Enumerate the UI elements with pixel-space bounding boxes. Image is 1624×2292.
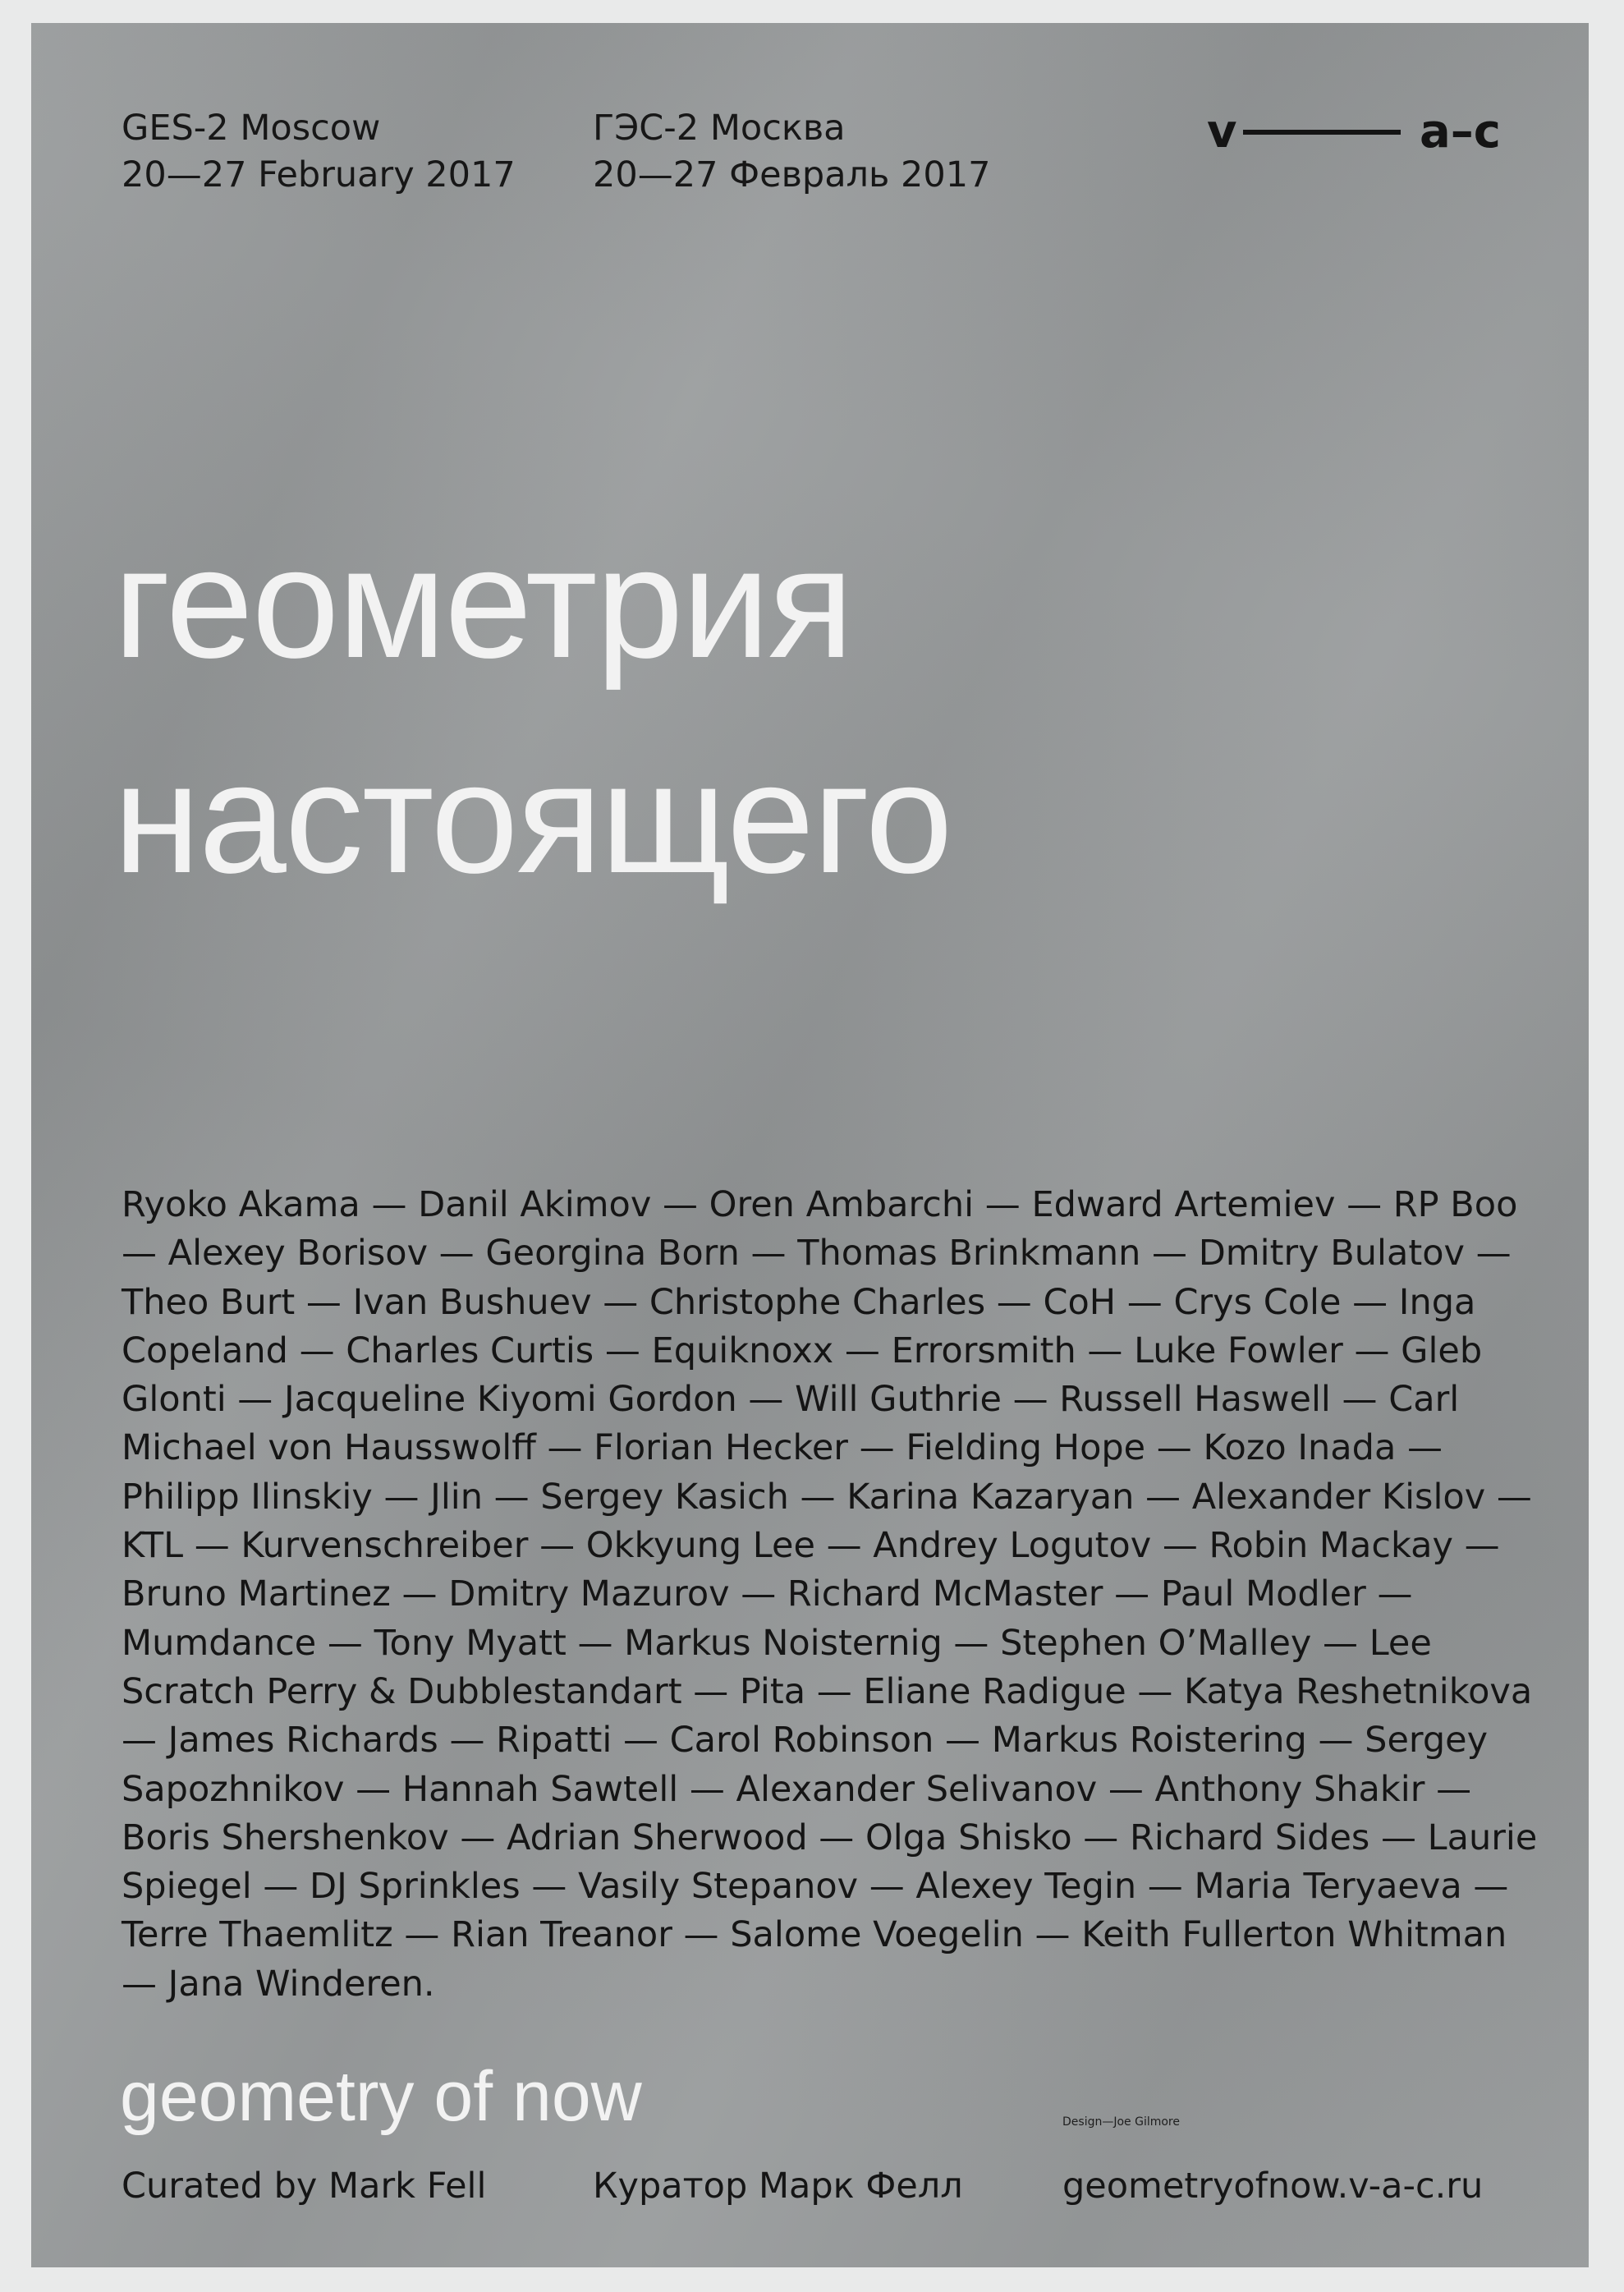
vac-logo: [1207, 108, 1501, 160]
design-credit: Design—Joe Gilmore: [1062, 2115, 1180, 2129]
title-english: geometry of now: [120, 2057, 642, 2136]
curator-ru: Куратор Марк Фелл: [593, 2166, 963, 2207]
logo-letter-v: v: [1207, 108, 1237, 158]
poster: [31, 23, 1589, 2267]
dates-ru: 20—27 Февраль 2017: [593, 154, 991, 195]
venue-en: GES-2 Moscow: [122, 108, 381, 149]
title-russian: [113, 495, 952, 926]
header-russian: [593, 105, 991, 199]
venue-ru: ГЭС-2 Москва: [593, 108, 846, 149]
title-line-2: настоящего: [113, 729, 952, 906]
artist-list: Ryoko Akama — Danil Akimov — Oren Ambarchi — Edward Artemiev — RP Boo — Alexey Borisov — Georgina Born — Thomas Brinkmann — Dmitry Bulatov — Theo Burt — Ivan Bushuev — Christophe Charles — CoH — Crys Cole — Inga Copeland — Charles Curtis — Equiknoxx — Errorsmith — Luke Fowler — Gleb Glonti — Jacqueline Kiyomi Gordon — Will Guthrie — Russell Haswell — Carl Michael von Hausswolff — Florian Hecker — Fielding Hope — Kozo Inada — Philipp Ilinskiy — Jlin — Sergey Kasich — Karina Kazaryan — Alexander Kislov — KTL — Kurvenschreiber — Okkyung Lee — Andrey Logutov — Robin Mackay — Bruno Martinez — Dmitry Mazurov — Richard McMaster — Paul Modler — Mumdance — Tony Myatt — Markus Noisternig — Stephen O’Malley — Lee Scratch Perry & Dubblestandart — Pita — Eliane Radigue — Katya Reshetnikova — James Richards — Ripatti — Carol Robinson — Markus Roistering — Sergey Sapozhnikov — Hannah Sawtell — Alexander Selivanov — Anthony Shakir — Boris Shershenkov — Adrian Sherwood — Olga Shisko — Richard Sides — Laurie Spiegel — DJ Sprinkles — Vasily Stepanov — Alexey Tegin — Maria Teryaeva — Terre Thaemlitz — Rian Treanor — Salome Voegelin — Keith Fullerton Whitman — Jana Winderen.: [122, 1184, 1538, 2005]
dates-en: 20—27 February 2017: [122, 154, 516, 195]
website-url: geometryofnow.v-a-c.ru: [1062, 2166, 1484, 2207]
title-line-1: геометрия: [113, 514, 852, 691]
curator-en: Curated by Mark Fell: [122, 2166, 487, 2207]
header-english: [122, 105, 516, 199]
logo-letters-ac: a–c: [1420, 108, 1501, 158]
